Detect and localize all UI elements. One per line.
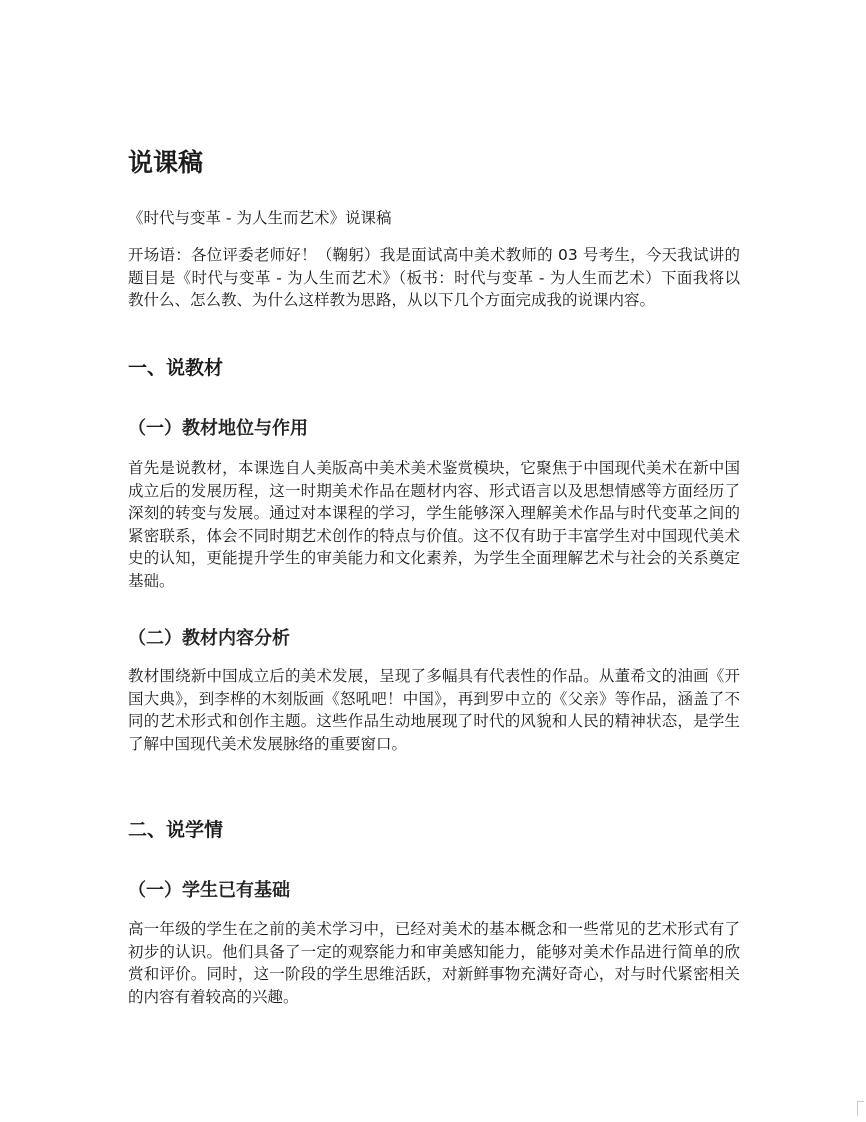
paragraph-textbook-role: 首先是说教材，本课选自人美版高中美术美术鉴赏模块，它聚焦于中国现代美术在新中国成立后的发展历程，这一时期美术作品在题材内容、形式语言以及思想情感等方面经历了深刻的转变与发展。通过对本课程的学习，学生能够深入理解美术作品与时代变革之间的紧密联系，体会不同时期艺术创作的特点与价值。这不仅有助于丰富学生对中国现代美术史的认知，更能提升学生的审美能力和文化素养，为学生全面理解艺术与社会的关系奠定基础。 bbox=[128, 459, 740, 590]
document-title: 说课稿 bbox=[128, 148, 204, 177]
subsection-heading-textbook-content: （二）教材内容分析 bbox=[128, 628, 290, 649]
paragraph-textbook-content: 教材围绕新中国成立后的美术发展，呈现了多幅具有代表性的作品。从董希文的油画《开国大典》，到李桦的木刻版画《怒吼吧！中国》，再到罗中立的《父亲》等作品，涵盖了不同的艺术形式和创作主题。这些作品生动地展现了时代的风貌和人民的精神状态，是学生了解中国现代美术发展脉络的重要窗口。 bbox=[128, 667, 740, 753]
section-heading-textbook: 一、说教材 bbox=[128, 357, 224, 379]
page-corner-mark bbox=[857, 1101, 864, 1116]
section-heading-students: 二、说学情 bbox=[128, 819, 224, 841]
subsection-heading-textbook-role: （一）教材地位与作用 bbox=[128, 418, 308, 439]
subsection-heading-student-basis: （一）学生已有基础 bbox=[128, 880, 290, 901]
intro-paragraph: 开场语：各位评委老师好！（鞠躬）我是面试高中美术教师的 03 号考生，今天我试讲的题目是《时代与变革 - 为人生而艺术》（板书：时代与变革 - 为人生而艺术）下面我将以教什么、怎么教、为什么这样教为思路，从以下几个方面完成我的说课内容。 bbox=[128, 246, 740, 310]
document-subtitle: 《时代与变革 - 为人生而艺术》说课稿 bbox=[128, 209, 392, 227]
paragraph-student-basis: 高一年级的学生在之前的美术学习中，已经对美术的基本概念和一些常见的艺术形式有了初步的认识。他们具备了一定的观察能力和审美感知能力，能够对美术作品进行简单的欣赏和评价。同时，这一阶段的学生思维活跃，对新鲜事物充满好奇心，对与时代紧密相关的内容有着较高的兴趣。 bbox=[128, 920, 740, 1006]
